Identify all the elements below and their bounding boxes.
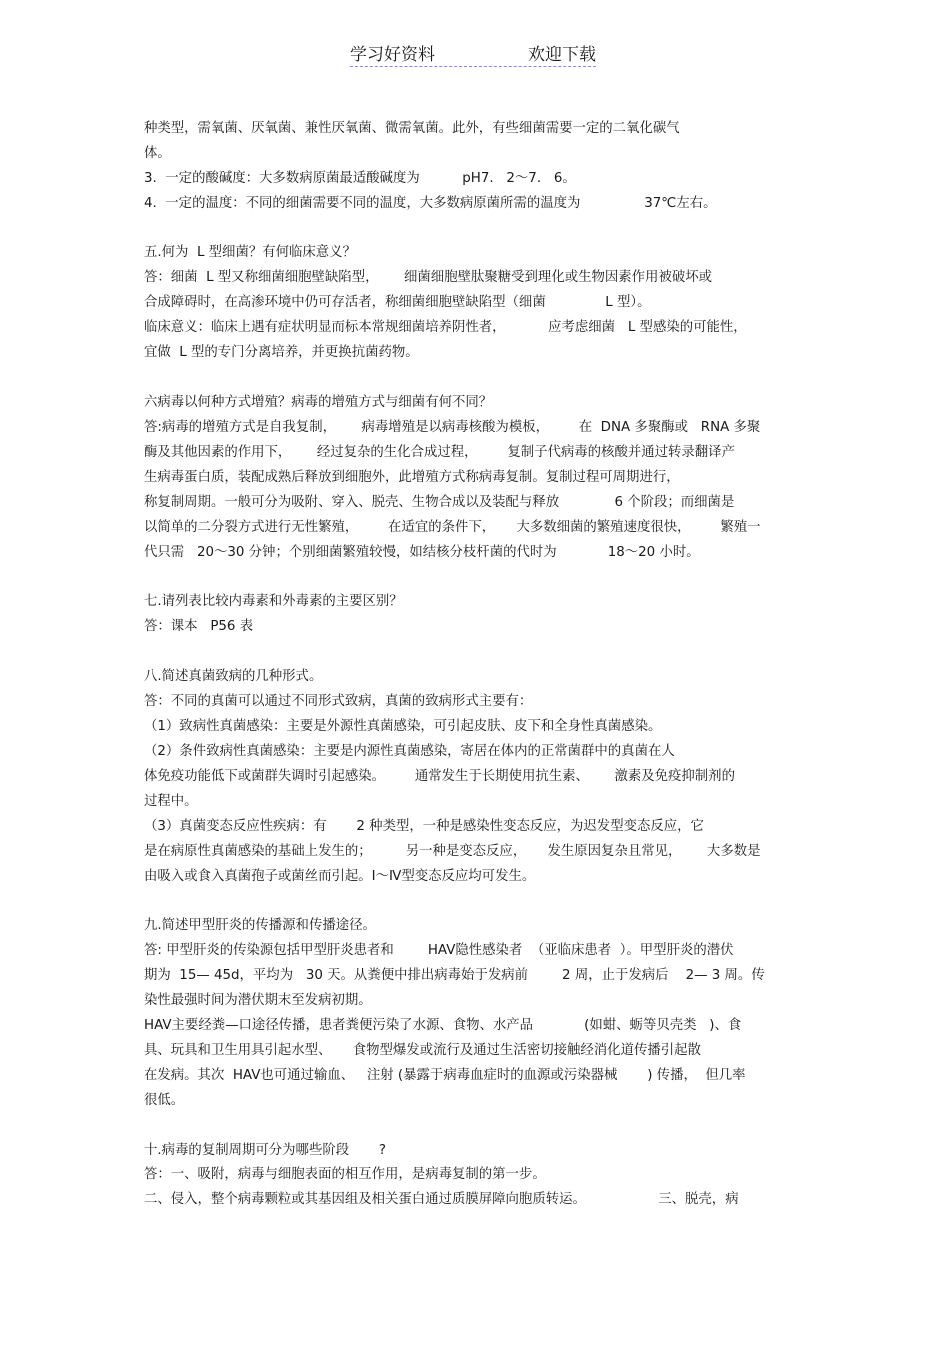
text-line: 4. 一定的温度：不同的细菌需要不同的温度，大多数病原菌所需的温度为 37℃左右。 [144,196,717,211]
text-line: 具、玩具和卫生用具引起水型、 食物型爆发或流行及通过生活密切接触经消化道传播引起散 [144,1043,701,1058]
section-heading: 八.简述真菌致病的几种形式。 [144,669,323,684]
text-line: 生病毒蛋白质，装配成熟后释放到细胞外，此增殖方式称病毒复制。复制过程可周期进行， [144,470,680,485]
text-line: 答：一、吸附，病毒与细胞表面的相互作用，是病毒复制的第一步。 [144,1167,546,1182]
text-line: 染性最强时间为潜伏期末至发病初期。 [144,993,372,1008]
text-line: 二、侵入，整个病毒颗粒或其基因组及相关蛋白通过质膜屏障向胞质转运。 三、脱壳，病 [144,1192,739,1207]
text-line: 体免疫功能低下或菌群失调时引起感染。 通常发生于长期使用抗生素、 激素及免疫抑制剂的 [144,769,735,784]
text-line: 由吸入或食入真菌孢子或菌丝而引起。Ⅰ～Ⅳ型变态反应均可发生。 [144,869,536,884]
section-heading: 九.简述甲型肝炎的传播源和传播途径。 [144,918,376,933]
text-line: 合成障碍时，在高渗环境中仍可存活者，称细菌细胞壁缺陷型（细菌 L 型）。 [144,295,651,310]
text-line: 答：课本 P56 表 [144,619,254,634]
section-heading: 十.病毒的复制周期可分为哪些阶段 ? [144,1143,387,1158]
text-line: 临床意义：临床上遇有症状明显而标本常规细菌培养阴性者， 应考虑细菌 L 型感染的可能性， [144,320,747,335]
text-line: （1）致病性真菌感染：主要是外源性真菌感染，可引起皮肤、皮下和全身性真菌感染。 [144,719,662,734]
page-header [350,40,596,67]
text-line: 答: 甲型肝炎的传染源包括甲型肝炎患者和 HAV隐性感染者 （亚临床患者 ）。甲型肝炎的潜伏 [144,943,734,958]
text-line: 代只需 20～30 分钟；个别细菌繁殖较慢，如结核分枝杆菌的代时为 18～20 小时。 [144,545,700,560]
text-line: 是在病原性真菌感染的基础上发生的； 另一种是变态反应， 发生原因复杂且常见， 大多数是 [144,844,761,859]
section-heading: 五.何为 L 型细菌？有何临床意义？ [144,245,356,260]
text-line: 很低。 [144,1093,185,1108]
text-line: 体。 [144,146,171,161]
text-line: 酶及其他因素的作用下， 经过复杂的生化合成过程， 复制子代病毒的核酸并通过转录翻译产 [144,445,735,460]
text-line: 种类型，需氧菌、厌氧菌、兼性厌氧菌、微需氧菌。此外，有些细菌需要一定的二氧化碳气 [144,121,680,136]
text-line: 3. 一定的酸碱度：大多数病原菌最适酸碱度为 pH7. 2～7. 6。 [144,171,576,186]
text-line: 称复制周期。一般可分为吸附、穿入、脱壳、生物合成以及装配与释放 6 个阶段；而细菌是 [144,495,735,510]
text-line: 答:病毒的增殖方式是自我复制， 病毒增殖是以病毒核酸为模板， 在 DNA 多聚酶或 RNA 多聚 [144,420,761,435]
section-heading: 七.请列表比较内毒素和外毒素的主要区别？ [144,594,403,609]
section-heading: 六病毒以何种方式增殖？病毒的增殖方式与细菌有何不同？ [144,395,493,410]
text-line: （3）真菌变态反应性疾病：有 2 种类型，一种是感染性变态反应，为迟发型变态反应，它 [144,819,704,834]
text-line: 以简单的二分裂方式进行无性繁殖， 在适宜的条件下， 大多数细菌的繁殖速度很快， 繁殖一 [144,520,761,535]
text-line: 宜做 L 型的专门分离培养，并更换抗菌药物。 [144,345,419,360]
text-line: 在发病。其次 HAV也可通过输血、 注射 (暴露于病毒血症时的血源或污染器械 ) 传播， 但几率 [144,1068,746,1083]
text-line: 过程中。 [144,794,198,809]
header-left-text: 学习好资料 [350,45,435,65]
text-line: 期为 15— 45d，平均为 30 天。从粪便中排出病毒始于发病前 2 周，止于发病后 2— 3 周。传 [144,968,765,983]
header-right-text: 欢迎下载 [528,45,596,65]
text-line: （2）条件致病性真菌感染：主要是内源性真菌感染，寄居在体内的正常菌群中的真菌在人 [144,744,675,759]
text-line: 答：不同的真菌可以通过不同形式致病，真菌的致病形式主要有： [144,694,533,709]
text-line: 答：细菌 L 型又称细菌细胞壁缺陷型， 细菌细胞壁肽聚糖受到理化或生物因素作用被破坏或 [144,270,713,285]
text-line: HAV主要经粪—口途径传播，患者粪便污染了水源、食物、水产品 (如蚶、蛎等贝壳类 )、食 [144,1018,742,1033]
